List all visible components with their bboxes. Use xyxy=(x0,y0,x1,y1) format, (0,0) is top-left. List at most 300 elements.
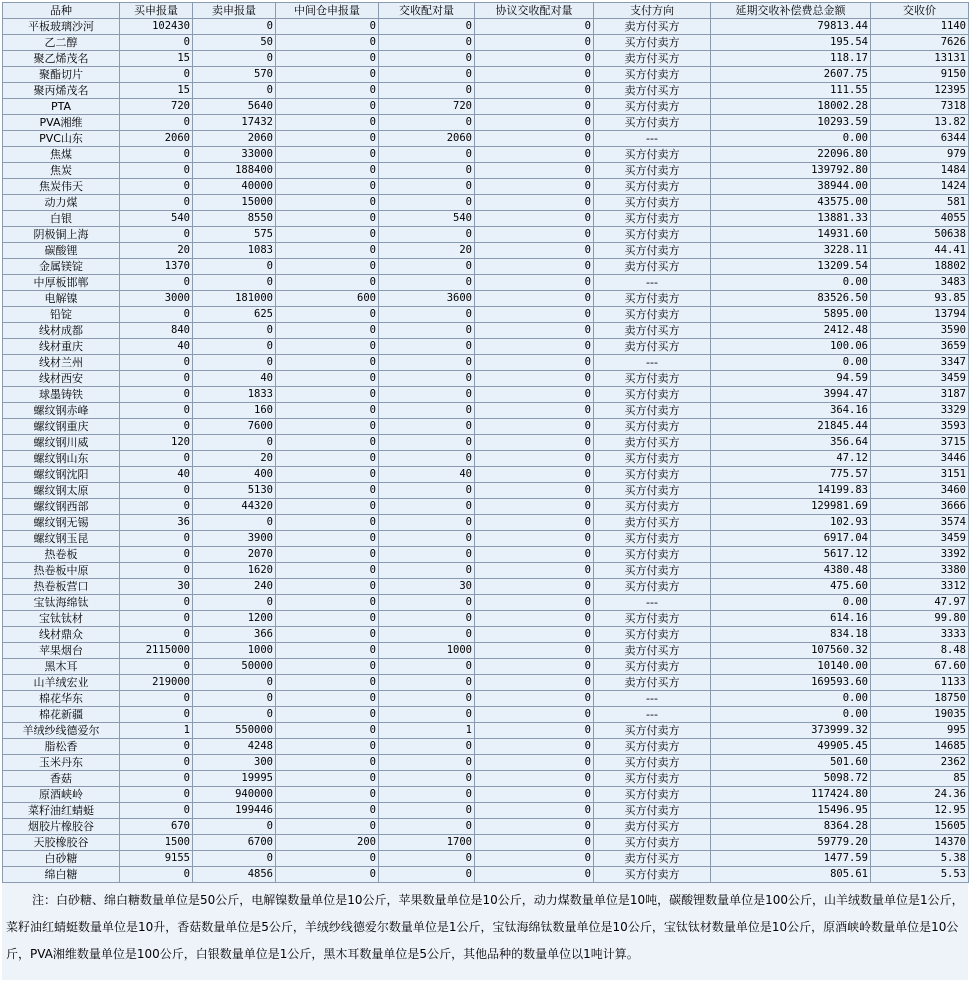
settlement-price-cell: 13794 xyxy=(871,307,969,323)
variety-cell: 白砂糖 xyxy=(3,851,120,867)
matched-cell: 0 xyxy=(379,499,475,515)
settlement-price-cell: 3347 xyxy=(871,355,969,371)
buy-declared-cell: 3000 xyxy=(120,291,193,307)
intermediate-declared-cell: 0 xyxy=(276,723,379,739)
matched-cell: 0 xyxy=(379,851,475,867)
agreement-matched-cell: 0 xyxy=(475,499,594,515)
payment-direction-cell: 卖方付买方 xyxy=(594,643,711,659)
intermediate-declared-cell: 0 xyxy=(276,99,379,115)
payment-direction-cell: 卖方付买方 xyxy=(594,819,711,835)
compensation-total-cell: 94.59 xyxy=(711,371,871,387)
variety-cell: 聚乙烯茂名 xyxy=(3,51,120,67)
intermediate-declared-cell: 0 xyxy=(276,483,379,499)
intermediate-declared-cell: 0 xyxy=(276,387,379,403)
sell-declared-cell: 0 xyxy=(193,691,276,707)
payment-direction-cell: 买方付卖方 xyxy=(594,371,711,387)
matched-cell: 0 xyxy=(379,755,475,771)
table-row xyxy=(3,83,969,99)
variety-cell: 乙二醇 xyxy=(3,35,120,51)
table-row xyxy=(3,707,969,723)
intermediate-declared-cell: 0 xyxy=(276,163,379,179)
agreement-matched-cell: 0 xyxy=(475,291,594,307)
intermediate-declared-cell: 0 xyxy=(276,627,379,643)
buy-declared-cell: 2115000 xyxy=(120,643,193,659)
agreement-matched-cell: 0 xyxy=(475,483,594,499)
payment-direction-cell: 卖方付买方 xyxy=(594,515,711,531)
agreement-matched-cell: 0 xyxy=(475,371,594,387)
buy-declared-cell: 0 xyxy=(120,867,193,883)
matched-cell: 1000 xyxy=(379,643,475,659)
agreement-matched-cell: 0 xyxy=(475,675,594,691)
compensation-total-cell: 834.18 xyxy=(711,627,871,643)
variety-cell: 动力煤 xyxy=(3,195,120,211)
settlement-price-cell: 3459 xyxy=(871,531,969,547)
sell-declared-cell: 33000 xyxy=(193,147,276,163)
table-row xyxy=(3,547,969,563)
settlement-price-cell: 3590 xyxy=(871,323,969,339)
table-row xyxy=(3,35,969,51)
compensation-total-cell: 118.17 xyxy=(711,51,871,67)
payment-direction-cell: 买方付卖方 xyxy=(594,803,711,819)
table-row xyxy=(3,323,969,339)
settlement-price-cell: 1484 xyxy=(871,163,969,179)
variety-cell: 山羊绒宏业 xyxy=(3,675,120,691)
matched-cell: 0 xyxy=(379,147,475,163)
table-row xyxy=(3,179,969,195)
compensation-total-cell: 2607.75 xyxy=(711,67,871,83)
agreement-matched-cell: 0 xyxy=(475,819,594,835)
table-row xyxy=(3,275,969,291)
buy-declared-cell: 15 xyxy=(120,51,193,67)
agreement-matched-cell: 0 xyxy=(475,595,594,611)
matched-cell: 0 xyxy=(379,611,475,627)
matched-cell: 0 xyxy=(379,227,475,243)
payment-direction-cell: --- xyxy=(594,275,711,291)
variety-cell: 金属镁锭 xyxy=(3,259,120,275)
variety-cell: 螺纹钢川威 xyxy=(3,435,120,451)
payment-direction-cell: 卖方付买方 xyxy=(594,675,711,691)
agreement-matched-cell: 0 xyxy=(475,611,594,627)
buy-declared-cell: 0 xyxy=(120,179,193,195)
sell-declared-cell: 0 xyxy=(193,707,276,723)
payment-direction-cell: 买方付卖方 xyxy=(594,243,711,259)
intermediate-declared-cell: 0 xyxy=(276,547,379,563)
sell-declared-cell: 1083 xyxy=(193,243,276,259)
compensation-total-cell: 3994.47 xyxy=(711,387,871,403)
table-row xyxy=(3,627,969,643)
buy-declared-cell: 0 xyxy=(120,163,193,179)
buy-declared-cell: 1500 xyxy=(120,835,193,851)
intermediate-declared-cell: 0 xyxy=(276,51,379,67)
payment-direction-cell: 卖方付买方 xyxy=(594,323,711,339)
matched-cell: 0 xyxy=(379,531,475,547)
variety-cell: 螺纹钢重庆 xyxy=(3,419,120,435)
agreement-matched-cell: 0 xyxy=(475,147,594,163)
agreement-matched-cell: 0 xyxy=(475,51,594,67)
matched-cell: 30 xyxy=(379,579,475,595)
payment-direction-cell: 买方付卖方 xyxy=(594,755,711,771)
sell-declared-cell: 0 xyxy=(193,19,276,35)
payment-direction-cell: --- xyxy=(594,707,711,723)
sell-declared-cell: 1000 xyxy=(193,643,276,659)
sell-declared-cell: 1200 xyxy=(193,611,276,627)
agreement-matched-cell: 0 xyxy=(475,227,594,243)
payment-direction-cell: 买方付卖方 xyxy=(594,179,711,195)
buy-declared-cell: 0 xyxy=(120,755,193,771)
payment-direction-cell: 买方付卖方 xyxy=(594,291,711,307)
settlement-price-cell: 2362 xyxy=(871,755,969,771)
agreement-matched-cell: 0 xyxy=(475,739,594,755)
variety-cell: 螺纹钢西部 xyxy=(3,499,120,515)
intermediate-declared-cell: 0 xyxy=(276,195,379,211)
agreement-matched-cell: 0 xyxy=(475,787,594,803)
agreement-matched-cell: 0 xyxy=(475,323,594,339)
table-row xyxy=(3,51,969,67)
variety-cell: 宝钛海绵钛 xyxy=(3,595,120,611)
matched-cell: 0 xyxy=(379,627,475,643)
settlement-price-cell: 12.95 xyxy=(871,803,969,819)
sell-declared-cell: 0 xyxy=(193,355,276,371)
matched-cell: 0 xyxy=(379,515,475,531)
variety-cell: 螺纹钢山东 xyxy=(3,451,120,467)
intermediate-declared-cell: 0 xyxy=(276,867,379,883)
variety-cell: 棉花华东 xyxy=(3,691,120,707)
settlement-price-cell: 14370 xyxy=(871,835,969,851)
matched-cell: 0 xyxy=(379,179,475,195)
intermediate-declared-cell: 0 xyxy=(276,515,379,531)
matched-cell: 0 xyxy=(379,307,475,323)
agreement-matched-cell: 0 xyxy=(475,115,594,131)
intermediate-declared-cell: 0 xyxy=(276,691,379,707)
settlement-price-cell: 3574 xyxy=(871,515,969,531)
compensation-total-cell: 614.16 xyxy=(711,611,871,627)
compensation-total-cell: 100.06 xyxy=(711,339,871,355)
compensation-total-cell: 129981.69 xyxy=(711,499,871,515)
buy-declared-cell: 0 xyxy=(120,531,193,547)
intermediate-declared-cell: 0 xyxy=(276,355,379,371)
payment-direction-cell: 买方付卖方 xyxy=(594,867,711,883)
payment-direction-cell: 买方付卖方 xyxy=(594,211,711,227)
buy-declared-cell: 0 xyxy=(120,595,193,611)
settlement-price-cell: 8.48 xyxy=(871,643,969,659)
payment-direction-cell: --- xyxy=(594,355,711,371)
agreement-matched-cell: 0 xyxy=(475,339,594,355)
variety-cell: 羊绒纱线德爱尔 xyxy=(3,723,120,739)
sell-declared-cell: 3900 xyxy=(193,531,276,547)
agreement-matched-cell: 0 xyxy=(475,259,594,275)
compensation-total-cell: 364.16 xyxy=(711,403,871,419)
table-row xyxy=(3,691,969,707)
settlement-price-cell: 14685 xyxy=(871,739,969,755)
buy-declared-cell: 0 xyxy=(120,659,193,675)
agreement-matched-cell: 0 xyxy=(475,771,594,787)
variety-cell: PVA湘维 xyxy=(3,115,120,131)
settlement-price-cell: 19035 xyxy=(871,707,969,723)
variety-cell: PVC山东 xyxy=(3,131,120,147)
sell-declared-cell: 199446 xyxy=(193,803,276,819)
variety-cell: 聚酯切片 xyxy=(3,67,120,83)
table-row xyxy=(3,851,969,867)
compensation-total-cell: 14931.60 xyxy=(711,227,871,243)
table-row xyxy=(3,659,969,675)
table-row xyxy=(3,99,969,115)
variety-cell: 焦炭伟天 xyxy=(3,179,120,195)
payment-direction-cell: --- xyxy=(594,131,711,147)
sell-declared-cell: 40 xyxy=(193,371,276,387)
table-row xyxy=(3,739,969,755)
sell-declared-cell: 4248 xyxy=(193,739,276,755)
variety-cell: 螺纹钢沈阳 xyxy=(3,467,120,483)
agreement-matched-cell: 0 xyxy=(475,547,594,563)
settlement-price-cell: 18802 xyxy=(871,259,969,275)
sell-declared-cell: 0 xyxy=(193,851,276,867)
table-row xyxy=(3,675,969,691)
compensation-total-cell: 49905.45 xyxy=(711,739,871,755)
intermediate-declared-cell: 0 xyxy=(276,211,379,227)
payment-direction-cell: 买方付卖方 xyxy=(594,483,711,499)
compensation-total-cell: 5617.12 xyxy=(711,547,871,563)
payment-direction-cell: 卖方付买方 xyxy=(594,83,711,99)
agreement-matched-cell: 0 xyxy=(475,19,594,35)
table-row xyxy=(3,211,969,227)
variety-cell: 球墨铸铁 xyxy=(3,387,120,403)
matched-cell: 0 xyxy=(379,563,475,579)
col-header-payment-direction: 支付方向 xyxy=(594,3,711,19)
settlement-price-cell: 5.38 xyxy=(871,851,969,867)
buy-declared-cell: 0 xyxy=(120,275,193,291)
settlement-price-cell: 47.97 xyxy=(871,595,969,611)
payment-direction-cell: 买方付卖方 xyxy=(594,611,711,627)
settlement-price-cell: 979 xyxy=(871,147,969,163)
variety-cell: 线材西安 xyxy=(3,371,120,387)
settlement-price-cell: 1424 xyxy=(871,179,969,195)
compensation-total-cell: 13881.33 xyxy=(711,211,871,227)
agreement-matched-cell: 0 xyxy=(475,355,594,371)
variety-cell: 原酒峡岭 xyxy=(3,787,120,803)
agreement-matched-cell: 0 xyxy=(475,387,594,403)
matched-cell: 0 xyxy=(379,355,475,371)
buy-declared-cell: 40 xyxy=(120,467,193,483)
table-row xyxy=(3,755,969,771)
buy-declared-cell: 30 xyxy=(120,579,193,595)
agreement-matched-cell: 0 xyxy=(475,99,594,115)
buy-declared-cell: 840 xyxy=(120,323,193,339)
settlement-price-cell: 3312 xyxy=(871,579,969,595)
buy-declared-cell: 40 xyxy=(120,339,193,355)
variety-cell: 线材成都 xyxy=(3,323,120,339)
settlement-price-cell: 50638 xyxy=(871,227,969,243)
col-header-buy-declared: 买申报量 xyxy=(120,3,193,19)
settlement-price-cell: 44.41 xyxy=(871,243,969,259)
intermediate-declared-cell: 0 xyxy=(276,787,379,803)
settlement-price-cell: 93.85 xyxy=(871,291,969,307)
compensation-total-cell: 195.54 xyxy=(711,35,871,51)
payment-direction-cell: --- xyxy=(594,691,711,707)
agreement-matched-cell: 0 xyxy=(475,275,594,291)
table-row xyxy=(3,803,969,819)
table-row xyxy=(3,643,969,659)
agreement-matched-cell: 0 xyxy=(475,211,594,227)
intermediate-declared-cell: 600 xyxy=(276,291,379,307)
compensation-total-cell: 356.64 xyxy=(711,435,871,451)
sell-declared-cell: 625 xyxy=(193,307,276,323)
table-row xyxy=(3,787,969,803)
intermediate-declared-cell: 0 xyxy=(276,243,379,259)
intermediate-declared-cell: 0 xyxy=(276,419,379,435)
intermediate-declared-cell: 0 xyxy=(276,307,379,323)
buy-declared-cell: 9155 xyxy=(120,851,193,867)
buy-declared-cell: 0 xyxy=(120,483,193,499)
agreement-matched-cell: 0 xyxy=(475,723,594,739)
settlement-price-cell: 3659 xyxy=(871,339,969,355)
table-row xyxy=(3,771,969,787)
payment-direction-cell: 买方付卖方 xyxy=(594,387,711,403)
agreement-matched-cell: 0 xyxy=(475,531,594,547)
matched-cell: 0 xyxy=(379,771,475,787)
payment-direction-cell: 卖方付买方 xyxy=(594,339,711,355)
table-row xyxy=(3,451,969,467)
sell-declared-cell: 160 xyxy=(193,403,276,419)
payment-direction-cell: 买方付卖方 xyxy=(594,787,711,803)
buy-declared-cell: 0 xyxy=(120,627,193,643)
matched-cell: 0 xyxy=(379,371,475,387)
table-row xyxy=(3,339,969,355)
table-row xyxy=(3,499,969,515)
buy-declared-cell: 15 xyxy=(120,83,193,99)
intermediate-declared-cell: 0 xyxy=(276,435,379,451)
variety-cell: 天胶橡胶谷 xyxy=(3,835,120,851)
table-row xyxy=(3,243,969,259)
table-body xyxy=(3,19,969,883)
agreement-matched-cell: 0 xyxy=(475,67,594,83)
variety-cell: 线材重庆 xyxy=(3,339,120,355)
table-row xyxy=(3,563,969,579)
compensation-total-cell: 47.12 xyxy=(711,451,871,467)
payment-direction-cell: 买方付卖方 xyxy=(594,115,711,131)
payment-direction-cell: 卖方付买方 xyxy=(594,851,711,867)
matched-cell: 0 xyxy=(379,547,475,563)
table-row xyxy=(3,611,969,627)
matched-cell: 0 xyxy=(379,259,475,275)
sell-declared-cell: 188400 xyxy=(193,163,276,179)
sell-declared-cell: 15000 xyxy=(193,195,276,211)
compensation-total-cell: 79813.44 xyxy=(711,19,871,35)
sell-declared-cell: 4856 xyxy=(193,867,276,883)
payment-direction-cell: 买方付卖方 xyxy=(594,227,711,243)
table-row xyxy=(3,291,969,307)
settlement-price-cell: 99.80 xyxy=(871,611,969,627)
variety-cell: 热卷板营口 xyxy=(3,579,120,595)
intermediate-declared-cell: 0 xyxy=(276,403,379,419)
col-header-variety: 品种 xyxy=(3,3,120,19)
sell-declared-cell: 2070 xyxy=(193,547,276,563)
variety-cell: PTA xyxy=(3,99,120,115)
compensation-total-cell: 38944.00 xyxy=(711,179,871,195)
agreement-matched-cell: 0 xyxy=(475,515,594,531)
sell-declared-cell: 7600 xyxy=(193,419,276,435)
payment-direction-cell: 买方付卖方 xyxy=(594,771,711,787)
settlement-price-cell: 6344 xyxy=(871,131,969,147)
sell-declared-cell: 0 xyxy=(193,339,276,355)
payment-direction-cell: 买方付卖方 xyxy=(594,531,711,547)
agreement-matched-cell: 0 xyxy=(475,451,594,467)
compensation-total-cell: 14199.83 xyxy=(711,483,871,499)
intermediate-declared-cell: 0 xyxy=(276,499,379,515)
buy-declared-cell: 120 xyxy=(120,435,193,451)
agreement-matched-cell: 0 xyxy=(475,163,594,179)
variety-cell: 棉花新疆 xyxy=(3,707,120,723)
agreement-matched-cell: 0 xyxy=(475,307,594,323)
variety-cell: 苹果烟台 xyxy=(3,643,120,659)
intermediate-declared-cell: 0 xyxy=(276,771,379,787)
table-row xyxy=(3,723,969,739)
settlement-price-cell: 3187 xyxy=(871,387,969,403)
buy-declared-cell: 0 xyxy=(120,403,193,419)
buy-declared-cell: 219000 xyxy=(120,675,193,691)
payment-direction-cell: 买方付卖方 xyxy=(594,563,711,579)
matched-cell: 0 xyxy=(379,739,475,755)
sell-declared-cell: 1833 xyxy=(193,387,276,403)
variety-cell: 菜籽油红蜻蜓 xyxy=(3,803,120,819)
table-row xyxy=(3,163,969,179)
intermediate-declared-cell: 0 xyxy=(276,563,379,579)
variety-cell: 烟胶片橡胶谷 xyxy=(3,819,120,835)
sell-declared-cell: 575 xyxy=(193,227,276,243)
agreement-matched-cell: 0 xyxy=(475,835,594,851)
matched-cell: 0 xyxy=(379,35,475,51)
sell-declared-cell: 5130 xyxy=(193,483,276,499)
matched-cell: 1 xyxy=(379,723,475,739)
settlement-price-cell: 3392 xyxy=(871,547,969,563)
variety-cell: 玉米丹东 xyxy=(3,755,120,771)
buy-declared-cell: 0 xyxy=(120,787,193,803)
compensation-total-cell: 21845.44 xyxy=(711,419,871,435)
compensation-total-cell: 107560.32 xyxy=(711,643,871,659)
agreement-matched-cell: 0 xyxy=(475,243,594,259)
agreement-matched-cell: 0 xyxy=(475,691,594,707)
payment-direction-cell: 卖方付买方 xyxy=(594,51,711,67)
intermediate-declared-cell: 0 xyxy=(276,611,379,627)
settlement-price-cell: 3151 xyxy=(871,467,969,483)
agreement-matched-cell: 0 xyxy=(475,643,594,659)
buy-declared-cell: 0 xyxy=(120,563,193,579)
variety-cell: 焦炭 xyxy=(3,163,120,179)
table-row xyxy=(3,147,969,163)
matched-cell: 0 xyxy=(379,419,475,435)
compensation-total-cell: 373999.32 xyxy=(711,723,871,739)
intermediate-declared-cell: 0 xyxy=(276,83,379,99)
buy-declared-cell: 0 xyxy=(120,451,193,467)
payment-direction-cell: 卖方付买方 xyxy=(594,19,711,35)
settlement-price-cell: 85 xyxy=(871,771,969,787)
sell-declared-cell: 0 xyxy=(193,819,276,835)
agreement-matched-cell: 0 xyxy=(475,707,594,723)
sell-declared-cell: 570 xyxy=(193,67,276,83)
intermediate-declared-cell: 0 xyxy=(276,67,379,83)
intermediate-declared-cell: 0 xyxy=(276,35,379,51)
compensation-total-cell: 43575.00 xyxy=(711,195,871,211)
buy-declared-cell: 0 xyxy=(120,547,193,563)
variety-cell: 白银 xyxy=(3,211,120,227)
table-row xyxy=(3,531,969,547)
settlement-price-cell: 3446 xyxy=(871,451,969,467)
buy-declared-cell: 0 xyxy=(120,355,193,371)
payment-direction-cell: 买方付卖方 xyxy=(594,419,711,435)
intermediate-declared-cell: 0 xyxy=(276,803,379,819)
sell-declared-cell: 19995 xyxy=(193,771,276,787)
settlement-price-cell: 1133 xyxy=(871,675,969,691)
buy-declared-cell: 20 xyxy=(120,243,193,259)
